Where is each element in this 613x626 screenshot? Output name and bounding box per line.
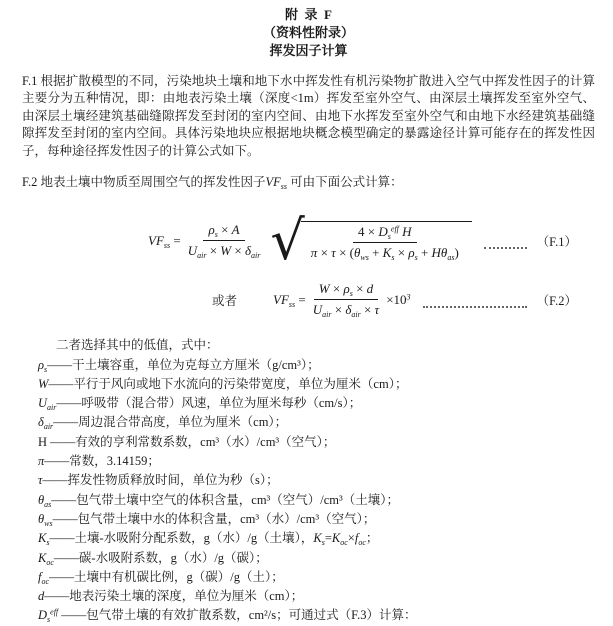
definition-item: $\delta_{air}——$周边混合带高度，单位为厘米（cm）； [38, 415, 288, 432]
definition-item: π——常数，3.14159； [38, 454, 160, 469]
paragraph-f1: F.1 根据扩散模型的不同，污染地块土壤和地下水中挥发性有机污染物扩散进入空气中挥发性因子的计算主要分为五种情况，即：由地表污染土壤（深度<1m）挥发至室外空气、由深层土壤挥发至室外空气、由深层土壤经建筑基础缝隙挥发至封闭的室内空间、由地下水挥发至室外空气和由地下水经建筑基础缝隙挥发至封闭的室内空间。具体污染地块应根据地块概念模型确定的暴露途径计算可能存在的挥发性因子，每种途径挥发性因子的计算公式如下。 [22, 74, 595, 158]
definition-item: $\theta_{as}——$包气带土壤中空气的体积含量，cm³（空气）/cm³（土壤）； [38, 492, 400, 509]
definition-item: $K_s——$土壤-水吸附分配系数，g（水）/g（土壤），$K_s=K_{oc}\times f_{oc}$； [38, 531, 379, 547]
formula-f2 [22, 278, 595, 322]
formula-f1-lhs: $VF_{ss}$ = [148, 232, 181, 250]
dotted-leader [484, 247, 527, 249]
definition-item: $\theta_{ws}——$包气带土壤中水的体积含量，cm³（水）/cm³（空气）； [38, 511, 376, 528]
fraction-numerator: $4 \times D_s^{eff}$ H [353, 224, 417, 243]
definition-item: W——平行于风向或地下水流向的污染带宽度，单位为厘米（cm）； [38, 376, 408, 391]
formula-f1-fraction [183, 222, 266, 259]
radicand [301, 221, 472, 261]
definition-item: $\rho_s——$干土壤容重，单位为克每立方厘米（g/cm³）； [38, 357, 320, 374]
square-root: √ $\frac{4 \times D_s^{eff} H}{\pi \times \tau \times (\theta_{ws} + K_s \times \rho_s + H\theta_{as})}$ [270, 221, 471, 261]
appendix-title: 挥发因子计算 [269, 43, 348, 58]
formula-f1-equation [148, 208, 472, 272]
fraction-numerator: $W \times \rho_s \times d$ [314, 281, 378, 300]
definition-item: $K_{oc}——$碳-水吸附系数，g（水）/g（碳）； [38, 550, 268, 567]
appendix-label: 附 录 F [285, 7, 332, 22]
formula-f2-label: （F.2） [536, 293, 577, 308]
radicand-fraction [306, 224, 464, 261]
formula-f2-equation [273, 281, 411, 318]
definition-item: $U_{air}——$呼吸带（混合带）风速，单位为厘米每秒（cm/s）； [38, 396, 362, 412]
formula-f2-fraction [308, 281, 384, 318]
paragraph-f2-intro: F.2 地表土壤中物质至周围空气的挥发性因子$VF_{ss}$ 可由下面公式计算： [22, 175, 403, 191]
fraction-denominator: $U_{air} \times \delta_{air} \times \tau$ [312, 302, 380, 319]
appendix-type: （资料性附录） [262, 25, 354, 40]
definition-item: τ——挥发性物质释放时间，单位为秒（s）； [38, 473, 279, 488]
fraction-numerator: $\rho_s \times A$ [203, 222, 244, 241]
formula-f1 [22, 204, 595, 278]
definition-item: $D_s^{eff}$ ——包气带土壤的有效扩散系数，cm²/s；可通过式（F.3）计算： [38, 608, 417, 625]
formula-f2-prefix: 或者 [212, 293, 238, 308]
fraction-denominator: $U_{air} \times W \times \delta_{air}$ [187, 243, 261, 260]
formula-f2-tail: $\times 10^3$ [386, 291, 411, 307]
definition-item: d——地表污染土壤的深度，单位为厘米（cm）； [38, 589, 304, 604]
definition-item: $f_{oc}——$土壤中有机碳比例，g（碳）/g（土）； [38, 569, 284, 586]
fraction-denominator: $\pi \times \tau \times (\theta_{ws} + K_s \times \rho_s + H\theta_{as})$ [310, 244, 459, 262]
definition-item: H ——有效的亨利常数系数，cm³（水）/cm³（空气）； [38, 434, 336, 449]
formula-f2-lhs: $VF_{ss}$ = [273, 291, 306, 309]
definitions-intro: 二者选择其中的低值，式中： [56, 337, 219, 352]
dotted-leader [423, 306, 527, 308]
formula-f1-label: （F.1） [536, 234, 577, 249]
